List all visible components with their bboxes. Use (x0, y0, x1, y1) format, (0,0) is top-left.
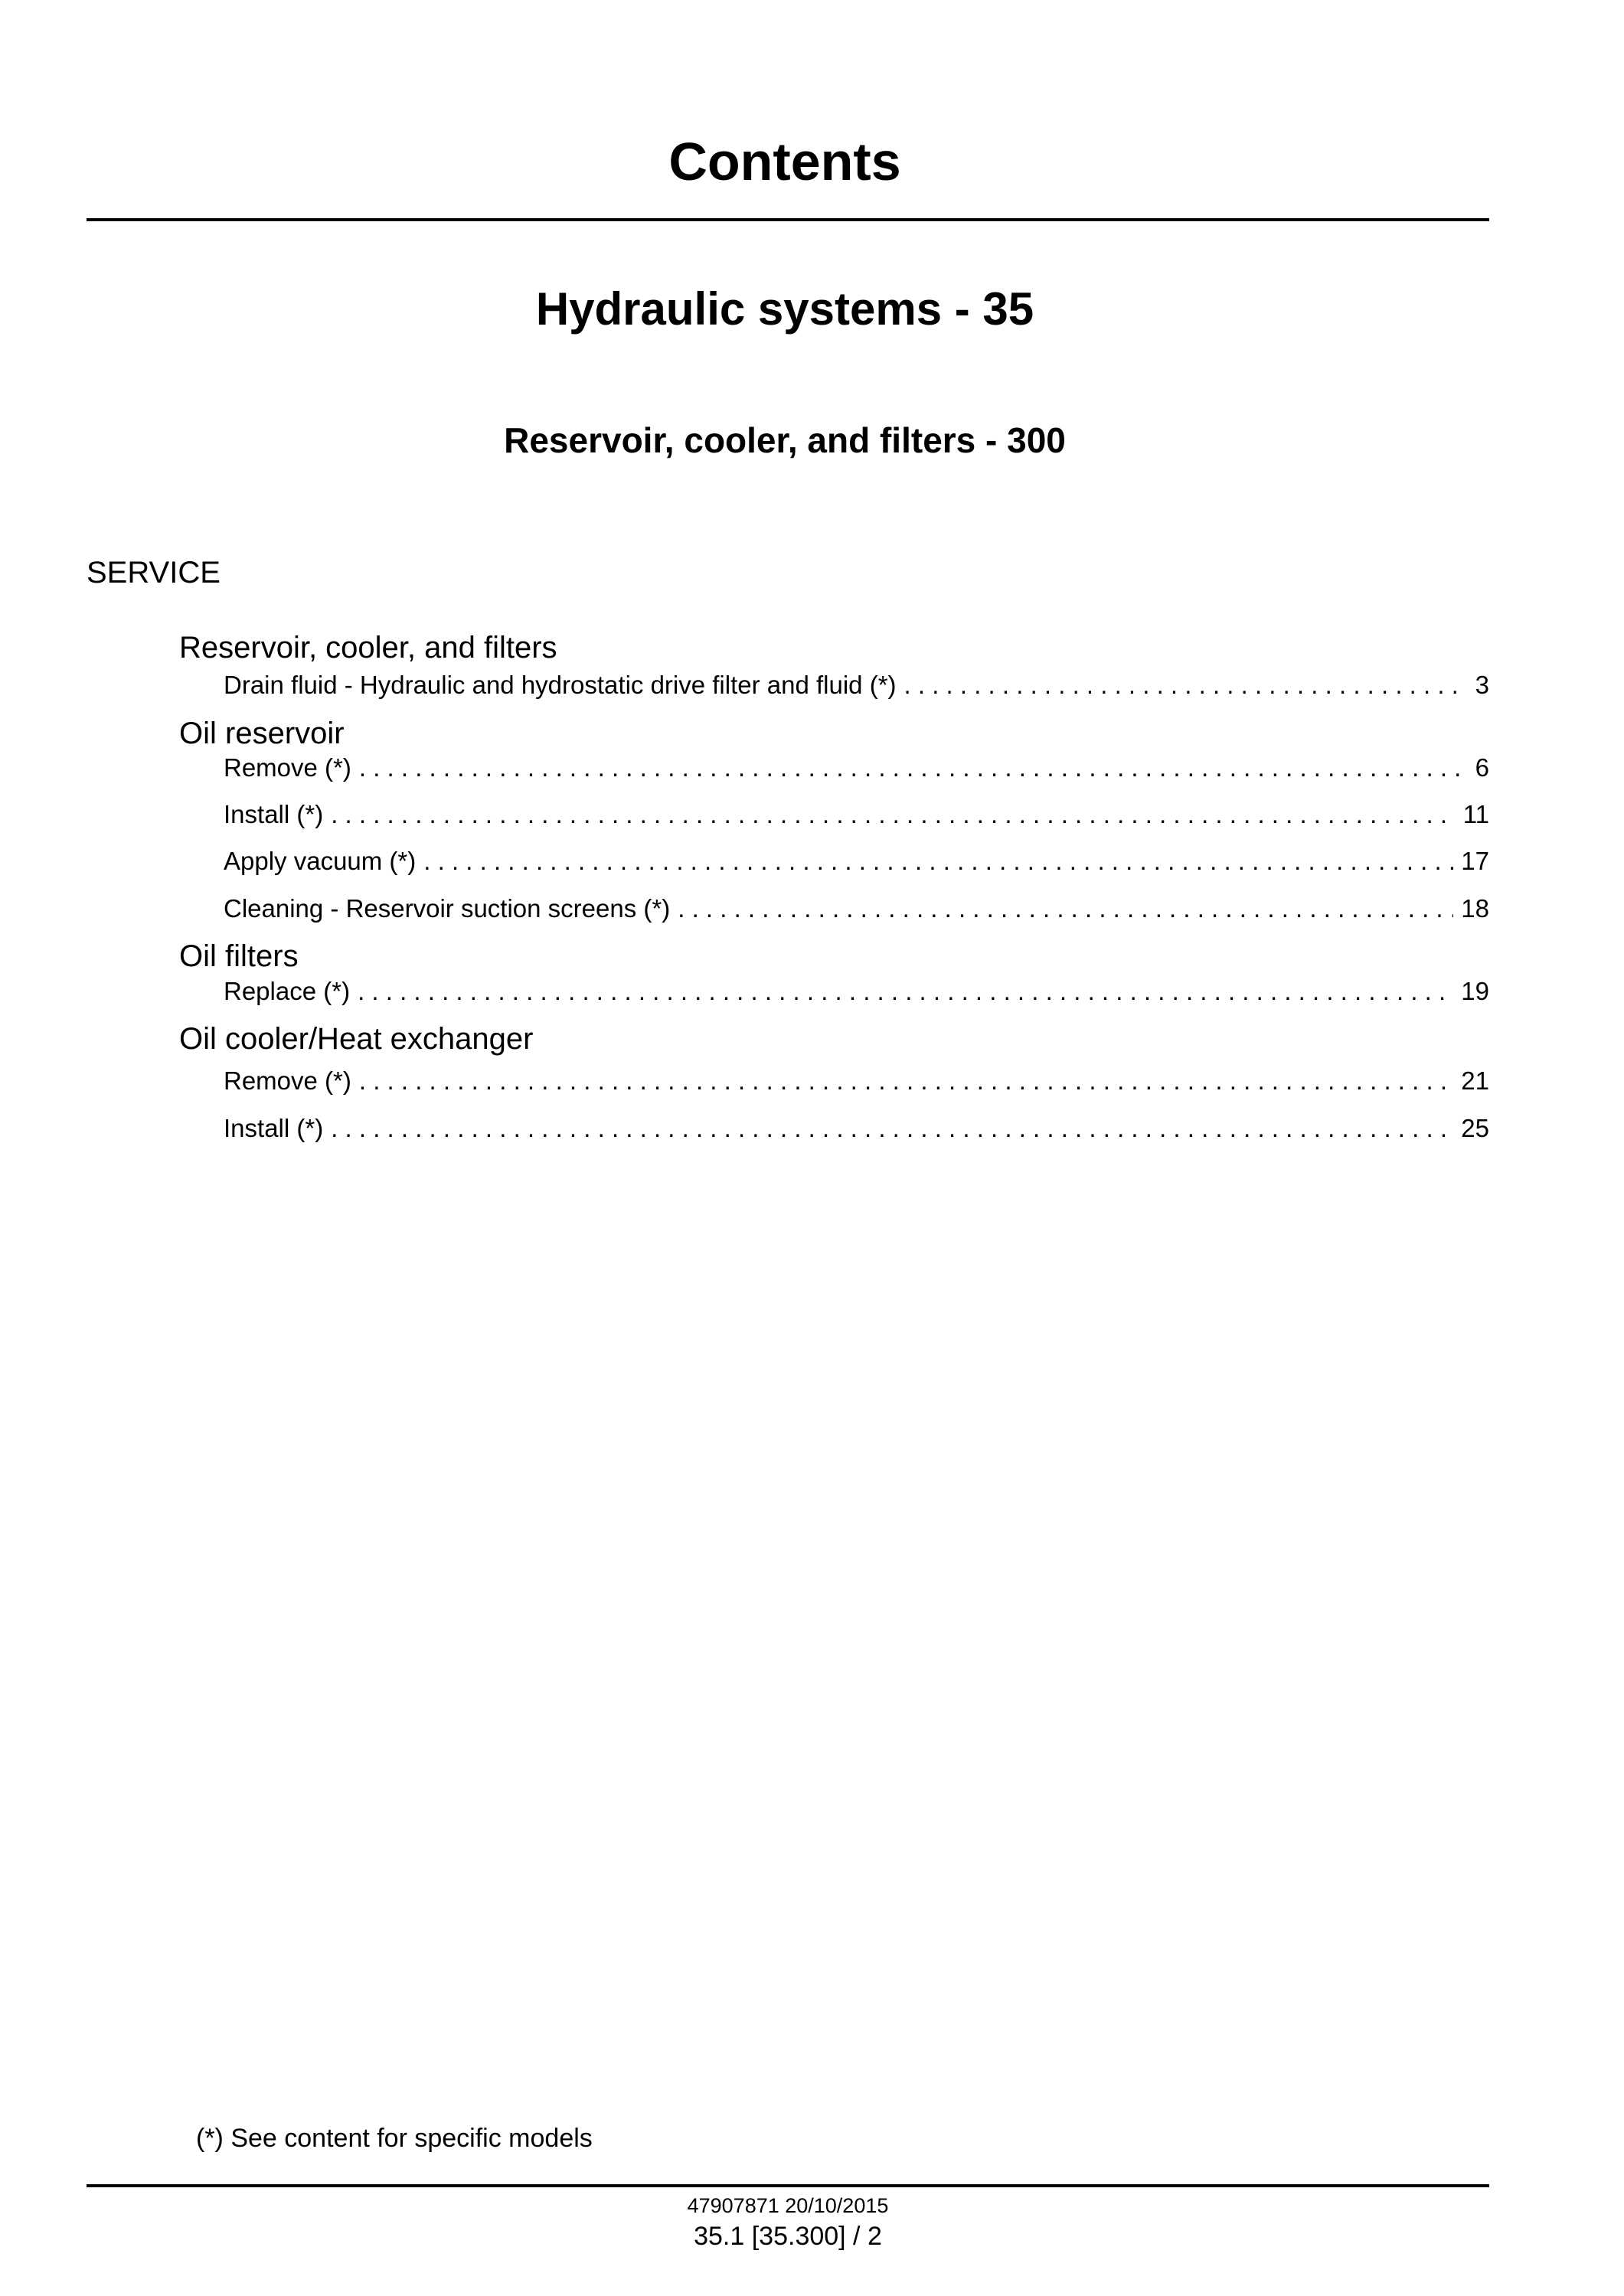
toc-entry-page: 3 (1475, 671, 1489, 699)
toc-entry-label: Remove (*) (224, 1066, 351, 1095)
toc-entry[interactable] (224, 755, 1489, 780)
toc-group-heading: Oil reservoir (179, 717, 345, 750)
toc-group-heading: Oil cooler/Heat exchanger (179, 1022, 534, 1056)
chapter-title: Hydraulic systems - 35 (535, 283, 1034, 335)
toc-entry-label: Replace (*) (224, 977, 351, 1005)
toc-entry-label: Cleaning - Reservoir suction screens (*) (224, 894, 671, 923)
toc-entry-label: Apply vacuum (*) (224, 847, 417, 875)
toc-entry-page: 17 (1461, 847, 1489, 875)
toc-group-heading: Reservoir, cooler, and filters (179, 631, 557, 665)
toc-entry[interactable] (224, 896, 1489, 921)
toc-entry-label: Install (*) (224, 800, 324, 828)
toc-entry-page: 18 (1461, 894, 1489, 923)
toc-entry-page: 21 (1461, 1066, 1489, 1095)
toc-entry-page: 11 (1462, 800, 1489, 828)
dot-leader (331, 802, 1456, 827)
dot-leader (423, 848, 1453, 874)
toc-entry-page: 6 (1475, 753, 1489, 782)
toc-entry-label: Install (*) (224, 1114, 324, 1142)
page-title: Contents (668, 132, 901, 191)
dot-leader (358, 978, 1453, 1004)
page-reference: 35.1 [35.300] / 2 (694, 2222, 882, 2251)
toc-entry[interactable] (224, 672, 1489, 697)
toc-entry-page: 25 (1461, 1114, 1489, 1142)
toc-entry-label: Remove (*) (224, 753, 351, 782)
toc-entry[interactable] (224, 1068, 1489, 1093)
dot-leader (331, 1115, 1453, 1141)
toc-entry-label: Drain fluid - Hydraulic and hydrostatic drive filter and fluid (*) (224, 671, 897, 699)
toc-entry[interactable] (224, 978, 1489, 1004)
toc-entry[interactable] (224, 802, 1489, 827)
dot-leader (904, 672, 1468, 697)
section-title: Reservoir, cooler, and filters - 300 (504, 420, 1066, 460)
toc-entry[interactable] (224, 1115, 1489, 1141)
header-divider (87, 218, 1489, 221)
toc-category-label: SERVICE (87, 556, 221, 590)
toc-entry[interactable] (224, 848, 1489, 874)
dot-leader (359, 1068, 1453, 1093)
toc-group-heading: Oil filters (179, 939, 299, 973)
footer-divider (87, 2184, 1489, 2187)
dot-leader (359, 755, 1468, 780)
dot-leader (678, 896, 1453, 921)
document-id: 47907871 20/10/2015 (687, 2194, 889, 2217)
toc-entry-page: 19 (1461, 977, 1489, 1005)
footnote: (*) See content for specific models (196, 2124, 593, 2153)
